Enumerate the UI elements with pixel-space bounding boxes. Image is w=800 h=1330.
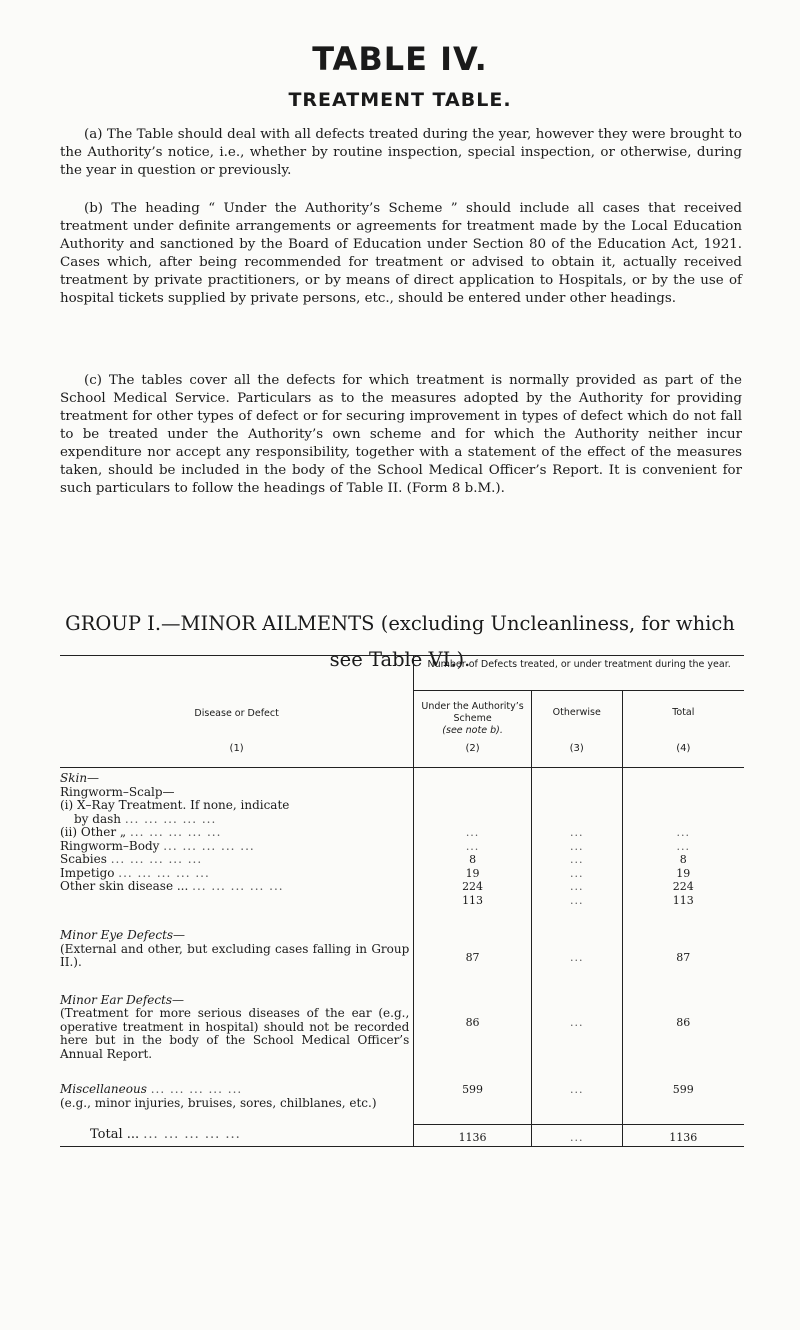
- dash-cell: ...: [569, 893, 584, 907]
- dash-cell: ...: [569, 853, 584, 866]
- col-scheme-header: [414, 691, 532, 744]
- misc-total-value: 599: [622, 1061, 744, 1124]
- dash-cell: ...: [569, 880, 584, 893]
- col-otherwise-label: Otherwise: [552, 707, 601, 718]
- impetigo-line: [60, 867, 409, 881]
- other-skin-total: 113: [672, 893, 694, 907]
- dash-cell: ...: [569, 826, 584, 839]
- ringworm-body-label: Ringworm–Body: [60, 838, 160, 853]
- total-otherwise-value: ...: [531, 1124, 622, 1146]
- ringworm-body-total: 8: [679, 853, 687, 866]
- note-c-text: (c) The tables cover all the defects for which treatment is normally provided as part of the School Medical Service. Particulars as to the measures adopted by the Authority for providing treatment for other types of defect or for securing improvement in types of defect which do not fall to be treated under the Authority’s own scheme and for which the Authority neither incur expenditure nor accept any responsibility, together with a statement of the effect of the measures taken, should be included in the body of the School Medical Officer’s Report. It is convenient for such particulars to follow the headings of Table II. (Form 8 b.M.).: [60, 373, 742, 496]
- dash-cell: ...: [465, 839, 480, 853]
- ringworm-body-value: 8: [469, 853, 477, 866]
- span-header: [414, 656, 744, 691]
- ear-text: (Treatment for more serious diseases of the ear (e.g., operative treatment in hospital) should not be recorded here but in the body of the School Medical Officer’s Annual Report.: [60, 1006, 410, 1061]
- page-subtitle: TREATMENT TABLE.: [288, 89, 512, 111]
- dash-cell: ...: [569, 839, 584, 853]
- misc-text: (e.g., minor injuries, bruises, sores, chilblanes, etc.): [60, 1095, 377, 1110]
- note-c: [60, 372, 742, 498]
- dash-cell: ...: [569, 866, 584, 880]
- ear-otherwise-value: ...: [531, 970, 622, 1062]
- other-skin-value: 113: [462, 893, 484, 907]
- impetigo-total: 224: [672, 880, 694, 893]
- xray-label: (i) X–Ray Treatment. If none, indicate: [60, 798, 290, 812]
- note-a-text: (a) The Table should deal with all defects treated during the year, however they were brought to the Authority’s notice, i.e., whether by routine inspection, special inspection, or otherwise, during the year in question or previously.: [60, 127, 742, 178]
- ear-section: [60, 970, 414, 1062]
- ringworm-body-line: [60, 840, 409, 854]
- group-heading-line2: see Table VI.).: [329, 648, 471, 671]
- col-disease-label: Disease or Defect: [194, 707, 279, 719]
- treatment-table: [60, 655, 744, 1147]
- ear-heading: Minor Ear Defects—: [60, 992, 185, 1007]
- xray-line2: [60, 813, 409, 827]
- col-otherwise-header: [531, 691, 622, 744]
- page-title: TABLE IV.: [312, 40, 488, 78]
- other-line: [60, 826, 409, 840]
- xray-label-2: by dash: [74, 811, 121, 826]
- dash-cell: ...: [676, 839, 691, 853]
- scabies-total: 19: [676, 866, 691, 880]
- group-heading-line1: GROUP I.—MINOR AILMENTS (excluding Uncleanliness, for which: [65, 612, 735, 635]
- dash-cell: ...: [676, 826, 691, 839]
- leader-dots: ... ... ... ... ...: [110, 852, 203, 866]
- col-num-3: (3): [531, 743, 622, 768]
- note-a: [60, 126, 742, 180]
- misc-heading: Miscellaneous: [60, 1082, 147, 1096]
- scabies-line: [60, 853, 409, 867]
- ear-total-value: 86: [622, 970, 744, 1062]
- total-total-value: 1136: [622, 1124, 744, 1146]
- total-scheme-value: 1136: [414, 1124, 532, 1146]
- note-b-text: (b) The heading “ Under the Authority’s Scheme ” should include all cases that received treatment under definite arrangements or agreements for treatment made by the Local Education Authority and sanctioned by the Board of Education under Section 80 of the Education Act, 1921. Cases which, after being recommended for treatment or advised to obtain it, actually received treatment by private practitioners, or by means of direct application to Hospitals, or by the use of hospital tickets supplied by private persons, etc., should be entered under other headings.: [60, 201, 742, 306]
- leader-dots: ... ... ... ... ...: [192, 879, 284, 893]
- ear-scheme-value: 86: [414, 970, 532, 1062]
- scabies-value: 19: [465, 866, 480, 880]
- span-header-text: Number of Defects treated, or under treatment during the year.: [427, 659, 731, 670]
- eye-text: (External and other, but excluding cases falling in Group II.).: [60, 941, 410, 969]
- skin-section: [60, 768, 414, 908]
- other-skin-line: [60, 880, 409, 894]
- leader-dots: ... ... ... ... ...: [150, 1082, 243, 1096]
- col-num-4: (4): [622, 743, 744, 768]
- col-num-2: (2): [414, 743, 532, 768]
- eye-scheme-value: 87: [414, 907, 532, 970]
- dash-cell: ...: [465, 826, 480, 839]
- impetigo-label: Impetigo: [60, 865, 115, 880]
- eye-section: [60, 907, 414, 970]
- col-num-1: (1): [229, 743, 244, 754]
- scabies-label: Scabies: [60, 852, 107, 866]
- skin-otherwise-values: [531, 768, 622, 908]
- col-total-label: Total: [672, 707, 695, 718]
- eye-heading: Minor Eye Defects—: [60, 928, 186, 942]
- misc-line: [60, 1083, 409, 1097]
- leader-dots: ... ... ... ... ...: [129, 825, 222, 839]
- note-b: [60, 200, 742, 308]
- other-skin-label: Other skin disease ...: [60, 879, 189, 893]
- misc-section: [60, 1061, 414, 1124]
- leader-dots: ... ... ... ... ...: [143, 1127, 241, 1142]
- skin-total-values: [622, 768, 744, 908]
- total-row-label: [60, 1124, 414, 1146]
- skin-scheme-values: [414, 768, 532, 908]
- col-disease-header: [60, 656, 414, 744]
- leader-dots: ... ... ... ... ...: [118, 865, 210, 880]
- misc-scheme-value: 599: [414, 1061, 532, 1124]
- skin-heading: Skin—: [60, 771, 100, 785]
- col-scheme-note: (see note b).: [442, 725, 503, 736]
- impetigo-value: 224: [462, 880, 484, 893]
- col-total-header: [622, 691, 744, 744]
- eye-otherwise-value: ...: [531, 907, 622, 970]
- col-scheme-label: Under the Authority’s Scheme: [421, 701, 524, 724]
- other-label: (ii) Other „: [60, 825, 127, 839]
- eye-total-value: 87: [622, 907, 744, 970]
- ringworm-scalp-label: Ringworm–Scalp—: [60, 784, 175, 799]
- misc-otherwise-value: ...: [531, 1061, 622, 1124]
- total-label: Total ...: [90, 1127, 140, 1142]
- leader-dots: ... ... ... ... ...: [163, 838, 255, 853]
- leader-dots: ... ... ... ... ...: [124, 811, 217, 826]
